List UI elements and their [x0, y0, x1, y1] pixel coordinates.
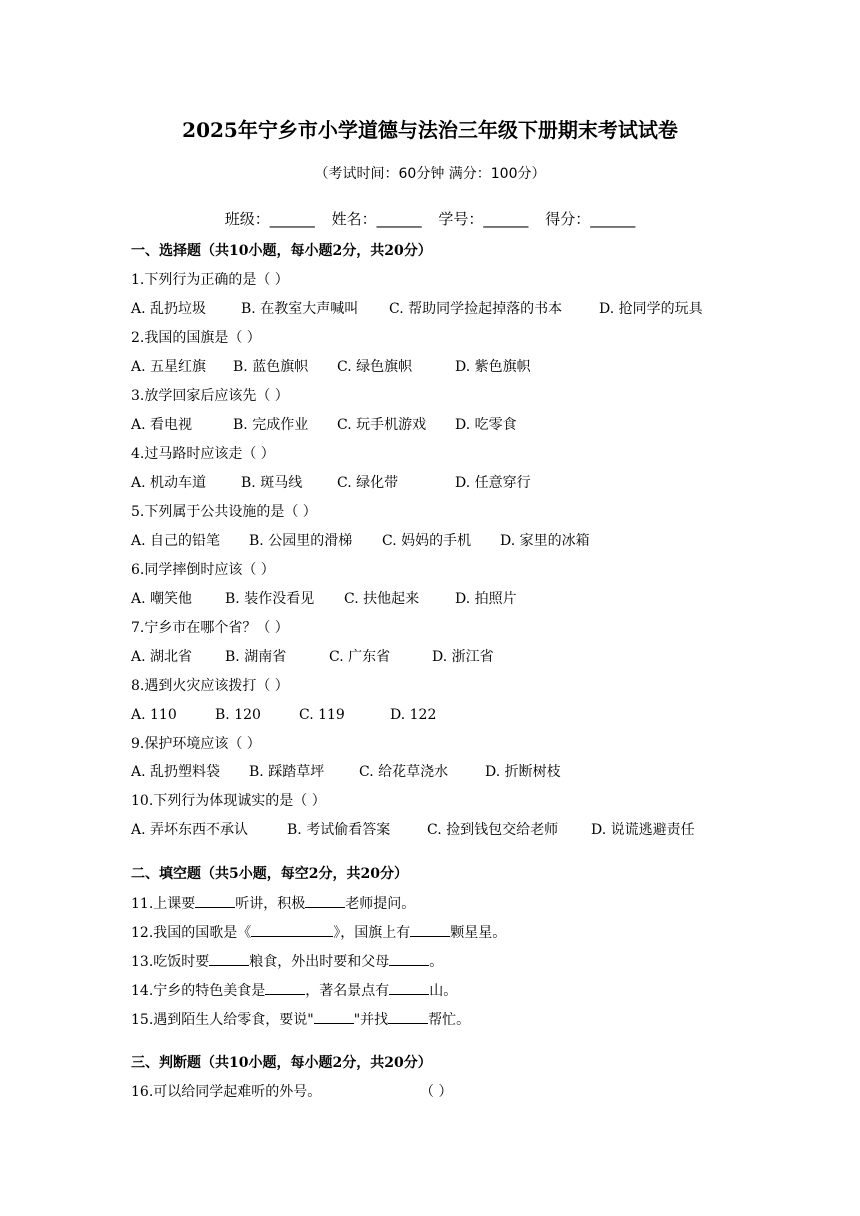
- option-d: D. 抢同学的玩具: [599, 301, 703, 317]
- option-d: D. 紫色旗帜: [455, 359, 531, 375]
- answer-blank[interactable]: [389, 951, 429, 966]
- exam-subtitle: （考试时间：60分钟 满分：100分）: [314, 166, 546, 182]
- section1-heading: 一、选择题（共10小题，每小题2分，共20分）: [131, 243, 432, 259]
- option-d: D. 浙江省: [432, 649, 494, 665]
- option-b: B. 蓝色旗帜: [233, 359, 309, 375]
- answer-blank[interactable]: [314, 1009, 354, 1024]
- option-d: D. 122: [390, 707, 437, 723]
- option-c: C. 给花草浇水: [359, 764, 449, 780]
- option-c: C. 广东省: [329, 649, 391, 665]
- option-b: B. 湖南省: [225, 649, 287, 665]
- answer-blank[interactable]: [265, 980, 305, 995]
- option-b: B. 装作没看见: [225, 591, 315, 607]
- option-a: A. 机动车道: [131, 475, 207, 491]
- question-4: 4.过马路时应该走（ ）: [131, 446, 275, 462]
- question-7: 7.宁乡市在哪个省？（ ）: [131, 620, 289, 636]
- option-a: A. 湖北省: [131, 649, 193, 665]
- question-10: 10.下列行为体现诚实的是（ ）: [131, 793, 326, 809]
- answer-blank[interactable]: [388, 1009, 428, 1024]
- option-d: D. 任意穿行: [455, 475, 531, 491]
- exam-title: 2025年宁乡市小学道德与法治三年级下册期末考试试卷: [182, 118, 678, 142]
- option-c: C. 119: [299, 707, 345, 723]
- answer-blank[interactable]: [195, 893, 235, 908]
- option-d: D. 家里的冰箱: [500, 533, 590, 549]
- fill-question-13: 13.吃饭时要 粮食，外出时要和父母 。: [131, 951, 443, 972]
- fill-question-14: 14.宁乡的特色美食是 ，著名景点有 山。: [131, 980, 457, 1001]
- option-b: B. 120: [215, 707, 261, 723]
- student-info-row: [0, 208, 860, 229]
- option-c: C. 玩手机游戏: [337, 417, 427, 433]
- option-b: B. 公园里的滑梯: [249, 533, 353, 549]
- answer-blank[interactable]: [389, 980, 429, 995]
- section3-heading: 三、判断题（共10小题，每小题2分，共20分）: [131, 1055, 432, 1071]
- answer-blank[interactable]: [410, 922, 450, 937]
- fill-question-11: 11.上课要 听讲，积极 老师提问。: [131, 893, 415, 914]
- question-9: 9.保护环境应该（ ）: [131, 736, 261, 752]
- option-a: A. 110: [131, 707, 177, 723]
- option-c: C. 扶他起来: [344, 591, 420, 607]
- option-d: D. 折断树枝: [485, 764, 561, 780]
- option-c: C. 捡到钱包交给老师: [427, 822, 559, 838]
- judge-question-16: 16.可以给同学起难听的外号。: [131, 1084, 322, 1100]
- option-a: A. 弄坏东西不承认: [131, 822, 249, 838]
- option-b: B. 斑马线: [241, 475, 303, 491]
- fill-question-12: 12.我国的国歌是《 》，国旗上有 颗星星。: [131, 922, 506, 943]
- question-6: 6.同学摔倒时应该（ ）: [131, 562, 275, 578]
- question-1: 1.下列行为正确的是（ ）: [131, 272, 289, 288]
- score-field: 得分：______: [545, 210, 636, 228]
- option-d: D. 吃零食: [455, 417, 517, 433]
- question-8: 8.遇到火灾应该拨打（ ）: [131, 678, 289, 694]
- option-a: A. 五星红旗: [131, 359, 207, 375]
- question-2: 2.我国的国旗是（ ）: [131, 330, 261, 346]
- answer-blank[interactable]: [251, 922, 333, 937]
- option-c: C. 绿化带: [337, 475, 399, 491]
- name-field: 姓名：______: [331, 210, 422, 228]
- option-a: A. 嘲笑他: [131, 591, 193, 607]
- answer-bracket[interactable]: （ ）: [420, 1084, 453, 1100]
- answer-blank[interactable]: [305, 893, 345, 908]
- option-d: D. 说谎逃避责任: [591, 822, 695, 838]
- answer-blank[interactable]: [209, 951, 249, 966]
- option-a: A. 乱扔塑料袋: [131, 764, 221, 780]
- option-c: C. 妈妈的手机: [382, 533, 472, 549]
- option-a: A. 自己的铅笔: [131, 533, 221, 549]
- option-a: A. 乱扔垃圾: [131, 301, 207, 317]
- option-c: C. 绿色旗帜: [337, 359, 413, 375]
- class-field: 班级：______: [224, 210, 315, 228]
- option-b: B. 踩踏草坪: [249, 764, 325, 780]
- section2-heading: 二、填空题（共5小题，每空2分，共20分）: [131, 866, 408, 882]
- option-b: B. 考试偷看答案: [287, 822, 391, 838]
- option-b: B. 完成作业: [233, 417, 309, 433]
- option-d: D. 拍照片: [455, 591, 517, 607]
- question-5: 5.下列属于公共设施的是（ ）: [131, 504, 317, 520]
- option-a: A. 看电视: [131, 417, 193, 433]
- student-id-field: 学号：______: [438, 210, 529, 228]
- fill-question-15: 15.遇到陌生人给零食，要说" "并找 帮忙。: [131, 1009, 470, 1030]
- question-3: 3.放学回家后应该先（ ）: [131, 388, 289, 404]
- option-b: B. 在教室大声喊叫: [241, 301, 359, 317]
- option-c: C. 帮助同学捡起掉落的书本: [389, 301, 563, 317]
